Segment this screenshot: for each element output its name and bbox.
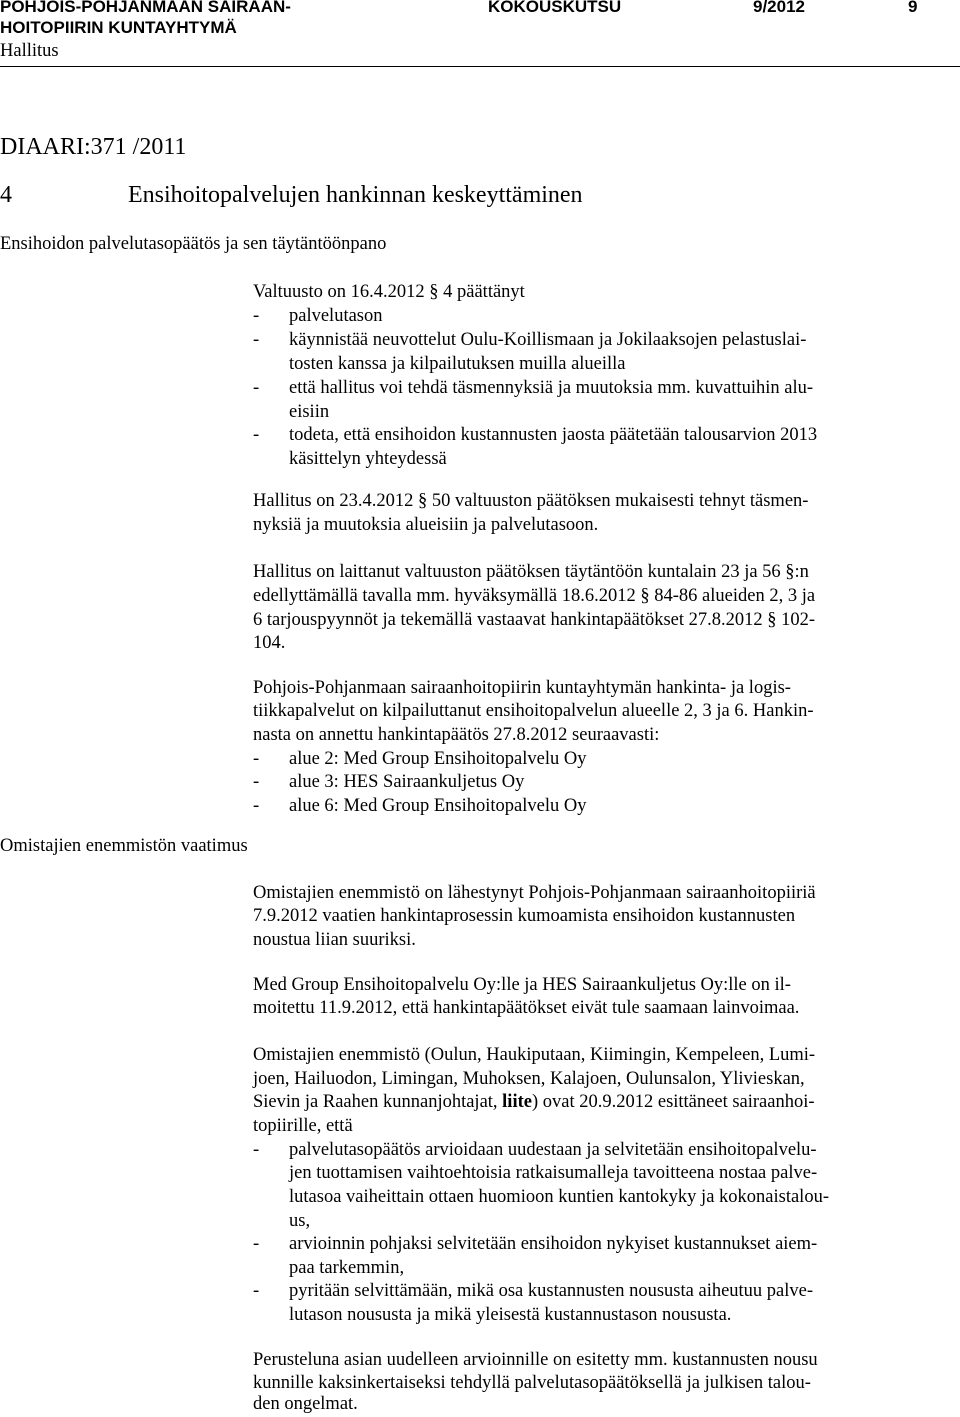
p7-bullet-1b: jen tuottamisen vaihtoehtoisia ratkaisumalleja tavoitteena nostaa palve- (289, 1163, 818, 1183)
p1-item-2a: käynnistää neuvottelut Oulu-Koillismaan ja Jokilaaksojen pelastuslai- (289, 330, 807, 350)
item-title: Ensihoitopalvelujen hankinnan keskeyttäminen (128, 182, 583, 208)
p7-dash-1: - (253, 1140, 260, 1160)
p1-dash-1: - (253, 306, 260, 326)
p7-bullet-3a: pyritään selvittämään, mikä osa kustannusten noususta aiheutuu palve- (289, 1281, 814, 1301)
p1-intro: Valtuusto on 16.4.2012 § 4 päättänyt (253, 282, 525, 302)
p1-item-3a: että hallitus voi tehdä täsmennyksiä ja muutoksia mm. kuvattuihin alu- (289, 378, 814, 398)
p7-bullet-1d: us, (289, 1211, 311, 1231)
p7-dash-3: - (253, 1281, 260, 1301)
p1-item-3b: eisiin (289, 402, 330, 422)
p7-line-1: Omistajien enemmistö (Oulun, Haukiputaan, Kiimingin, Kempeleen, Lumi- (253, 1045, 816, 1065)
side-heading: Omistajien enemmistön vaatimus (0, 836, 248, 856)
p1-dash-2: - (253, 330, 260, 350)
p5-line-1: Omistajien enemmistö on lähestynyt Pohjois-Pohjanmaan sairaanhoitopiiriä (253, 883, 816, 903)
p4-line-2: tiikkapalvelut on kilpailuttanut ensihoitopalvelun alueelle 2, 3 ja 6. Hankin- (253, 701, 814, 721)
p7-bullet-2b: paa tarkemmin, (289, 1258, 405, 1278)
p4-bullet-1: alue 2: Med Group Ensihoitopalvelu Oy (289, 749, 587, 769)
p6-line-2: moitettu 11.9.2012, että hankintapäätökset eivät tule saamaan lainvoimaa. (253, 998, 800, 1018)
item-subtitle: Ensihoidon palvelutasopäätös ja sen täytäntöönpano (0, 234, 387, 254)
diaari: DIAARI:371 /2011 (0, 134, 187, 160)
p1-item-4b: käsittelyn yhteydessä (289, 449, 447, 469)
p7-bullet-2a: arvioinnin pohjaksi selvitetään ensihoidon nykyiset kustannukset aiem- (289, 1234, 818, 1254)
p8-line-2: kunnille kaksinkertaiseksi tehdyllä palvelutasopäätöksellä ja julkisen talou- (253, 1373, 811, 1393)
p7-line-3-end: ) ovat 20.9.2012 esittäneet sairaanhoi- (531, 1092, 815, 1112)
p4-line-1: Pohjois-Pohjanmaan sairaanhoitopiirin kuntayhtymän hankinta- ja logis- (253, 678, 791, 698)
p5-line-2: 7.9.2012 vaatien hankintaprosessin kumoamista ensihoidon kustannusten (253, 906, 796, 926)
p4-dash-3: - (253, 796, 260, 816)
header-rule (0, 66, 960, 67)
p7-line-4: topiirille, että (253, 1116, 353, 1136)
item-number: 4 (0, 182, 12, 208)
header-org-line2: HOITOPIIRIN KUNTAYHTYMÄ (0, 18, 237, 37)
p3-line-3: 6 tarjouspyynnöt ja tekemällä vastaavat hankintapäätökset 27.8.2012 § 102- (253, 610, 816, 630)
p1-item-1: palvelutason (289, 306, 383, 326)
p3-line-1: Hallitus on laittanut valtuuston päätöksen täytäntöön kuntalain 23 ja 56 §:n (253, 562, 809, 582)
p7-dash-2: - (253, 1234, 260, 1254)
p3-line-2: edellyttämällä tavalla mm. hyväksymällä 18.6.2012 § 84-86 alueiden 2, 3 ja (253, 586, 816, 606)
p4-bullet-2: alue 3: HES Sairaankuljetus Oy (289, 772, 525, 792)
p8-line-3: den ongelmat. (253, 1394, 358, 1414)
p7-bullet-3b: lutason noususta ja mikä yleisestä kustannustason noususta. (289, 1305, 732, 1325)
p7-bullet-1c: lutasoa vaiheittain ottaen huomioon kuntien kantokyky ja kokonaistalou- (289, 1187, 829, 1207)
p7-bullet-1a: palvelutasopäätös arvioidaan uudestaan ja selvitetään ensihoitopalvelu- (289, 1140, 817, 1160)
p7-line-3 (253, 1091, 815, 1115)
p1-item-4a: todeta, että ensihoidon kustannusten jaosta päätetään talousarvion 2013 (289, 425, 818, 445)
header-body: Hallitus (0, 41, 59, 61)
p1-dash-3: - (253, 378, 260, 398)
header-meeting-no: 9/2012 (753, 0, 805, 16)
p4-dash-1: - (253, 749, 260, 769)
p4-dash-2: - (253, 772, 260, 792)
attachment-label: liite (502, 1092, 532, 1112)
header-page-no: 9 (908, 0, 918, 16)
p4-line-3: nasta on annettu hankintapäätös 27.8.2012 seuraavasti: (253, 725, 660, 745)
p4-bullet-3: alue 6: Med Group Ensihoitopalvelu Oy (289, 796, 587, 816)
p6-line-1: Med Group Ensihoitopalvelu Oy:lle ja HES Sairaankuljetus Oy:lle on il- (253, 975, 791, 995)
header-doc-type: KOKOUSKUTSU (488, 0, 622, 16)
p7-line-2: joen, Hailuodon, Limingan, Muhoksen, Kalajoen, Oulunsalon, Ylivieskan, (253, 1069, 805, 1089)
p7-line-3-start: Sievin ja Raahen kunnanjohtajat, (253, 1092, 503, 1112)
p2-line-2: nyksiä ja muutoksia alueisiin ja palvelutasoon. (253, 515, 599, 535)
p1-dash-4: - (253, 425, 260, 445)
p8-line-1: Perusteluna asian uudelleen arvioinnille on esitetty mm. kustannusten nousu (253, 1350, 818, 1370)
p1-item-2b: tosten kanssa ja kilpailutuksen muilla alueilla (289, 354, 626, 374)
p2-line-1: Hallitus on 23.4.2012 § 50 valtuuston päätöksen mukaisesti tehnyt täsmen- (253, 491, 809, 511)
p3-line-4: 104. (253, 633, 286, 653)
header-org-line1: POHJOIS-POHJANMAAN SAIRAAN- (0, 0, 291, 16)
p5-line-3: noustua liian suuriksi. (253, 930, 416, 950)
